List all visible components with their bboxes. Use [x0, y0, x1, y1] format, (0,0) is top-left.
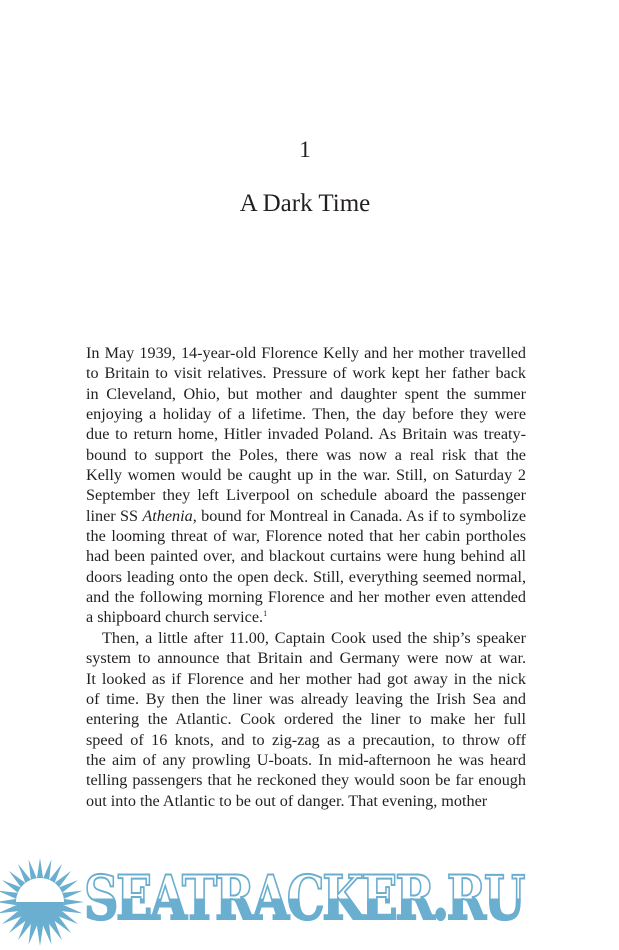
sun-ray	[64, 899, 84, 905]
text-line: out into the Atlantic to be out of danger. That evening, mother	[86, 791, 488, 810]
text-line: September they left Liverpool on schedule aboard the passenger	[86, 486, 526, 505]
watermark	[0, 855, 619, 950]
text-line: due to return home, Hitler invaded Poland. As Britain was treaty-	[86, 425, 526, 444]
text-line: bound to support the Poles, there was now a real risk that the	[86, 445, 526, 464]
text-line: of time. By then the liner was already leaving the Irish Sea and	[86, 689, 526, 708]
text-line: speed of 16 knots, and to zig-zag as a precaution, to throw off	[86, 730, 526, 749]
text-line: In May 1939, 14-year-old Florence Kelly and her mother travelled	[86, 344, 526, 362]
sun-ray	[29, 924, 37, 944]
sun-ray	[37, 926, 43, 946]
text-line: a shipboard church service.$^1$	[86, 608, 268, 627]
italic-ship-name: Athenia	[142, 506, 193, 525]
chapter-number: 1	[299, 137, 311, 162]
sun-ray	[43, 924, 51, 944]
text-line: It looked as if Florence and her mother had got away in the nick	[86, 669, 526, 688]
text-line: entering the Atlantic. Cook ordered the liner to make her full	[86, 710, 526, 729]
sun-ray	[29, 859, 37, 879]
text-line: liner SS Athenia, bound for Montreal in Canada. As if to symbolize	[86, 506, 526, 525]
text-line: had been painted over, and blackout curtains were hung behind all	[86, 547, 526, 566]
text-line: to Britain to visit relatives. Pressure of work kept her father back	[86, 364, 526, 383]
text-line: and the following morning Florence and her mother even attended	[86, 588, 526, 607]
sun-ray	[0, 905, 18, 913]
text-line: Kelly women would be caught up in the war. Still, on Saturday 2	[86, 466, 526, 485]
footnote-marker: 1	[263, 609, 268, 619]
text-line: system to announce that Britain and Germany were now at war.	[86, 649, 526, 668]
sun-ray	[37, 858, 43, 878]
chapter-title: A Dark Time	[239, 190, 371, 217]
text-line: the aim of any prowling U-boats. In mid-afternoon he was heard	[86, 750, 526, 769]
text-line: telling passengers that he reckoned they would soon be far enough	[86, 771, 526, 790]
sun-ray	[62, 891, 82, 899]
text-line: the looming threat of war, Florence noted that her cabin portholes	[86, 527, 526, 546]
watermark-text: SEATRACKER.RU	[84, 863, 524, 934]
sun-ray	[43, 859, 51, 879]
text-line: Then, a little after 11.00, Captain Cook used the ship’s speaker	[102, 628, 526, 647]
text-line: doors leading onto the open deck. Still, everything seemed normal,	[86, 567, 526, 586]
sun-ray	[0, 899, 16, 905]
sun-ray	[62, 905, 82, 913]
text-line: enjoying a holiday of a lifetime. Then, the day before they were	[86, 405, 526, 424]
body-text	[86, 343, 526, 811]
sun-ray	[0, 891, 18, 899]
sun-logo-icon	[0, 855, 84, 950]
text-line: in Cleveland, Ohio, but mother and daughter spent the summer	[86, 384, 526, 403]
